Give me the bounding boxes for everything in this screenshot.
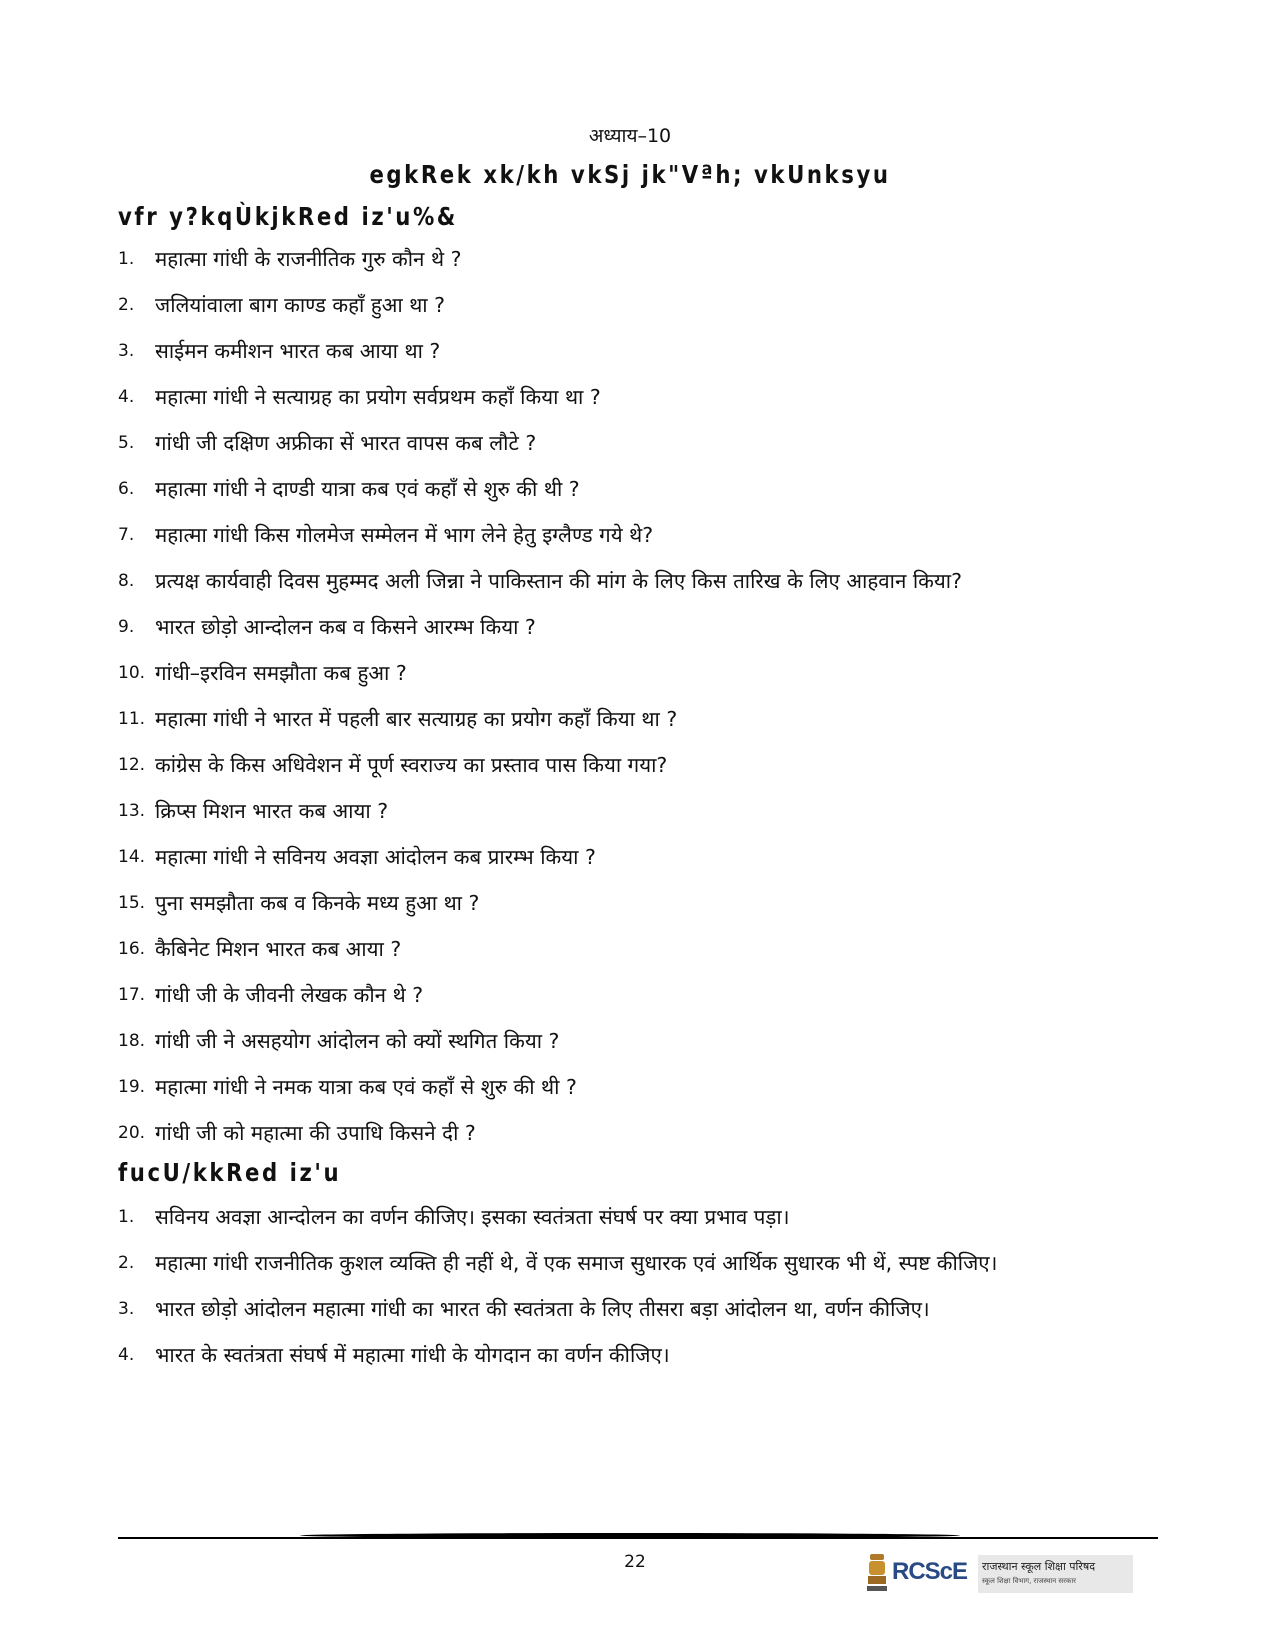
question-item	[118, 374, 1146, 420]
question-item	[118, 236, 1146, 282]
question-number: 15.	[118, 893, 146, 913]
question-text: क्रिप्स मिशन भारत कब आया ?	[155, 799, 389, 823]
page-number: 22	[624, 1552, 646, 1572]
essay-questions-heading: fucU/kkRed iz'u	[118, 1158, 342, 1187]
question-text: साईमन कमीशन भारत कब आया था ?	[155, 339, 441, 363]
question-item	[118, 880, 1146, 926]
question-item	[118, 650, 1146, 696]
question-number: 13.	[118, 801, 146, 821]
question-text: गांधी जी को महात्मा की उपाधि किसने दी ?	[155, 1121, 476, 1145]
question-item	[118, 1110, 1146, 1156]
question-item	[118, 788, 1146, 834]
question-text: गांधी जी ने असहयोग आंदोलन को क्यों स्थगित किया ?	[155, 1029, 560, 1053]
question-text: पुना समझौता कब व किनके मध्य हुआ था ?	[155, 891, 480, 915]
question-item	[118, 1332, 1146, 1378]
question-text: महात्मा गांधी ने दाण्डी यात्रा कब एवं कहाँ से शुरु की थी ?	[155, 477, 580, 501]
logo-caption-box	[978, 1555, 1133, 1593]
footer-divider-accent	[300, 1533, 960, 1538]
question-text: महात्मा गांधी के राजनीतिक गुरु कौन थे ?	[155, 247, 462, 271]
question-item	[118, 926, 1146, 972]
question-item	[118, 1286, 1146, 1332]
question-item	[118, 742, 1146, 788]
question-item	[118, 1018, 1146, 1064]
question-number: 10.	[118, 663, 146, 683]
question-number: 2.	[118, 295, 135, 315]
question-text: जलियांवाला बाग काण्ड कहाँ हुआ था ?	[155, 293, 446, 317]
question-text: महात्मा गांधी ने भारत में पहली बार सत्याग्रह का प्रयोग कहाँ किया था ?	[155, 707, 678, 731]
logo-wordmark: RCScE	[892, 1558, 968, 1585]
question-number: 8.	[118, 571, 135, 591]
question-text: गांधी जी के जीवनी लेखक कौन थे ?	[155, 983, 424, 1007]
question-item	[118, 466, 1146, 512]
question-text: महात्मा गांधी ने नमक यात्रा कब एवं कहाँ से शुरु की थी ?	[155, 1075, 577, 1099]
short-questions-list	[118, 236, 1146, 1156]
question-item	[118, 972, 1146, 1018]
logo-caption-line2: स्कूल शिक्षा विभाग, राजस्थान सरकार	[982, 1577, 1077, 1585]
question-number: 18.	[118, 1031, 146, 1051]
question-item	[118, 420, 1146, 466]
question-number: 1.	[118, 1207, 135, 1227]
question-number: 2.	[118, 1253, 135, 1273]
question-number: 3.	[118, 1299, 135, 1319]
question-item	[118, 696, 1146, 742]
chapter-title: egkRek xk/kh vkSj jk"Vªh; vkUnksyu	[369, 160, 891, 189]
question-item	[118, 282, 1146, 328]
question-text: महात्मा गांधी राजनीतिक कुशल व्यक्ति ही नहीं थे, वें एक समाज सुधारक एवं आर्थिक सुधारक भी थें, स्पष्ट कीजिए।	[155, 1251, 998, 1275]
question-item	[118, 834, 1146, 880]
chapter-label: अध्याय–10	[588, 125, 672, 147]
rcsce-logo	[866, 1552, 1136, 1596]
question-number: 9.	[118, 617, 135, 637]
question-item	[118, 1194, 1146, 1240]
question-number: 17.	[118, 985, 146, 1005]
question-text: महात्मा गांधी किस गोलमेज सम्मेलन में भाग लेने हेतु इग्लैण्ड गये थे?	[155, 523, 654, 547]
question-text: गांधी–इरविन समझौता कब हुआ ?	[155, 661, 407, 685]
question-number: 14.	[118, 847, 146, 867]
question-item	[118, 604, 1146, 650]
question-number: 12.	[118, 755, 146, 775]
question-text: भारत छोड़ो आंदोलन महात्मा गांधी का भारत की स्वतंत्रता के लिए तीसरा बड़ा आंदोलन था, वर्णन कीजिए।	[155, 1297, 930, 1321]
question-text: गांधी जी दक्षिण अफ्रीका सें भारत वापस कब लौटे ?	[155, 431, 537, 455]
question-text: प्रत्यक्ष कार्यवाही दिवस मुहम्मद अली जिन्ना ने पाकिस्तान की मांग के लिए किस तारिख के लिए आहवान किया?	[155, 569, 962, 593]
question-text: महात्मा गांधी ने सविनय अवज्ञा आंदोलन कब प्रारम्भ किया ?	[155, 845, 596, 869]
short-questions-heading: vfr y?kqÙkjkRed iz'u%&	[118, 202, 458, 231]
question-number: 20.	[118, 1123, 146, 1143]
question-text: कैबिनेट मिशन भारत कब आया ?	[155, 937, 402, 961]
question-number: 7.	[118, 525, 135, 545]
question-text: भारत छोड़ो आन्दोलन कब व किसने आरम्भ किया ?	[155, 615, 536, 639]
question-number: 11.	[118, 709, 146, 729]
question-text: सविनय अवज्ञा आन्दोलन का वर्णन कीजिए। इसका स्वतंत्रता संघर्ष पर क्या प्रभाव पड़ा।	[155, 1205, 790, 1229]
question-number: 6.	[118, 479, 135, 499]
question-item	[118, 1240, 1146, 1286]
question-text: महात्मा गांधी ने सत्याग्रह का प्रयोग सर्वप्रथम कहाँ किया था ?	[155, 385, 601, 409]
question-item	[118, 512, 1146, 558]
question-item	[118, 558, 1146, 604]
question-item	[118, 328, 1146, 374]
question-text: भारत के स्वतंत्रता संघर्ष में महात्मा गांधी के योगदान का वर्णन कीजिए।	[155, 1343, 670, 1367]
question-number: 19.	[118, 1077, 146, 1097]
question-number: 4.	[118, 1345, 135, 1365]
question-number: 16.	[118, 939, 146, 959]
state-emblem-icon	[866, 1552, 888, 1594]
question-number: 4.	[118, 387, 135, 407]
question-text: कांग्रेस के किस अधिवेशन में पूर्ण स्वराज्य का प्रस्ताव पास किया गया?	[155, 753, 668, 777]
question-number: 1.	[118, 249, 135, 269]
essay-questions-list	[118, 1194, 1146, 1378]
question-number: 3.	[118, 341, 135, 361]
question-item	[118, 1064, 1146, 1110]
logo-caption-line1: राजस्थान स्कूल शिक्षा परिषद	[982, 1560, 1096, 1573]
question-number: 5.	[118, 433, 135, 453]
